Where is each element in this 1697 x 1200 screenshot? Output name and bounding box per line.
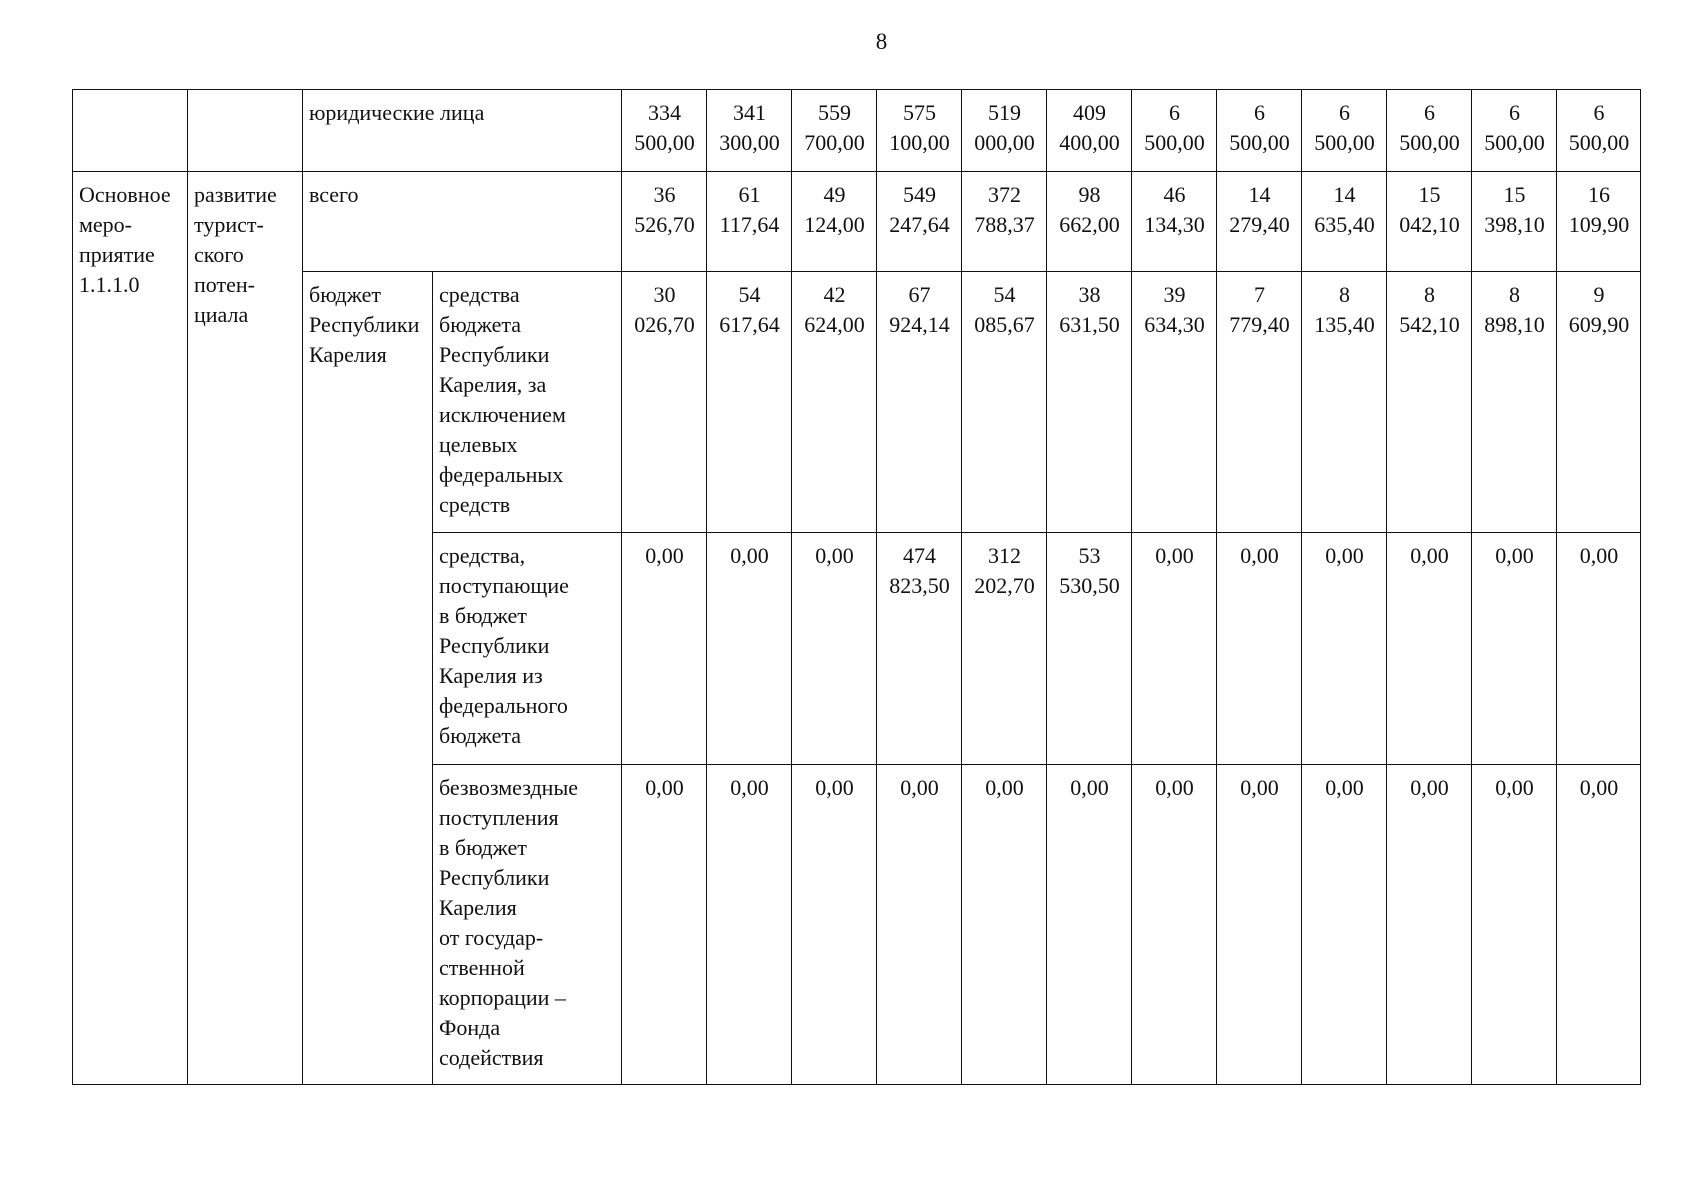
value-cell: 6 500,00 [1557, 90, 1641, 172]
value-cell: 6 500,00 [1132, 90, 1217, 172]
value-cell: 49 124,00 [792, 172, 877, 272]
value-cell: 16 109,90 [1557, 172, 1641, 272]
value-cell: 53 530,50 [1047, 533, 1132, 765]
row-label-federal-transfers: средства, поступающие в бюджет Республики Карелия из федерального бюджета [433, 533, 622, 765]
value-cell: 0,00 [622, 533, 707, 765]
value-cell: 38 631,50 [1047, 272, 1132, 533]
value-cell: 9 609,90 [1557, 272, 1641, 533]
value-cell: 0,00 [1472, 533, 1557, 765]
row-label-regional-own: средства бюджета Республики Карелия, за исключением целевых федеральных средств [433, 272, 622, 533]
value-cell: 7 779,40 [1217, 272, 1302, 533]
value-cell: 334 500,00 [622, 90, 707, 172]
value-cell: 0,00 [1387, 765, 1472, 1085]
value-cell: 0,00 [1217, 533, 1302, 765]
table-row-legal-entities [73, 90, 1641, 172]
value-cell: 519 000,00 [962, 90, 1047, 172]
value-cell: 559 700,00 [792, 90, 877, 172]
value-cell: 0,00 [707, 533, 792, 765]
value-cell: 6 500,00 [1472, 90, 1557, 172]
value-cell: 409 400,00 [1047, 90, 1132, 172]
value-cell: 14 279,40 [1217, 172, 1302, 272]
event-title-cell: развитие турист- ского потен- циала [188, 172, 303, 1085]
value-cell: 0,00 [1302, 533, 1387, 765]
value-cell: 0,00 [1217, 765, 1302, 1085]
value-cell: 46 134,30 [1132, 172, 1217, 272]
value-cell: 15 042,10 [1387, 172, 1472, 272]
empty-cell [73, 90, 188, 172]
value-cell: 0,00 [1472, 765, 1557, 1085]
value-cell: 549 247,64 [877, 172, 962, 272]
value-cell: 98 662,00 [1047, 172, 1132, 272]
value-cell: 0,00 [877, 765, 962, 1085]
value-cell: 474 823,50 [877, 533, 962, 765]
value-cell: 312 202,70 [962, 533, 1047, 765]
value-cell: 54 085,67 [962, 272, 1047, 533]
value-cell: 0,00 [792, 533, 877, 765]
value-cell: 8 898,10 [1472, 272, 1557, 533]
value-cell: 67 924,14 [877, 272, 962, 533]
value-cell: 6 500,00 [1387, 90, 1472, 172]
value-cell: 0,00 [1302, 765, 1387, 1085]
value-cell: 0,00 [1557, 533, 1641, 765]
table-row-regional-own [73, 272, 1641, 533]
value-cell: 54 617,64 [707, 272, 792, 533]
value-cell: 39 634,30 [1132, 272, 1217, 533]
value-cell: 0,00 [622, 765, 707, 1085]
value-cell: 6 500,00 [1217, 90, 1302, 172]
value-cell: 0,00 [1047, 765, 1132, 1085]
value-cell: 14 635,40 [1302, 172, 1387, 272]
event-name-cell: Основное меро- приятие 1.1.1.0 [73, 172, 188, 1085]
table-row-total [73, 172, 1641, 272]
value-cell: 0,00 [792, 765, 877, 1085]
page-number: 8 [875, 29, 888, 54]
value-cell: 15 398,10 [1472, 172, 1557, 272]
value-cell: 0,00 [1132, 765, 1217, 1085]
value-cell: 575 100,00 [877, 90, 962, 172]
budget-table [72, 89, 1641, 1085]
value-cell: 61 117,64 [707, 172, 792, 272]
value-cell: 0,00 [1387, 533, 1472, 765]
value-cell: 0,00 [707, 765, 792, 1085]
value-cell: 0,00 [962, 765, 1047, 1085]
value-cell: 372 788,37 [962, 172, 1047, 272]
value-cell: 8 135,40 [1302, 272, 1387, 533]
value-cell: 8 542,10 [1387, 272, 1472, 533]
budget-group-cell: бюджет Республики Карелия [303, 272, 433, 1085]
value-cell: 6 500,00 [1302, 90, 1387, 172]
empty-cell [188, 90, 303, 172]
value-cell: 30 026,70 [622, 272, 707, 533]
row-label-gratuitous: безвозмездные поступления в бюджет Республики Карелия от государ- ственной корпорации – Фонда содействия [433, 765, 622, 1085]
value-cell: 341 300,00 [707, 90, 792, 172]
row-label-legal-entities: юридические лица [303, 90, 622, 172]
value-cell: 0,00 [1557, 765, 1641, 1085]
value-cell: 36 526,70 [622, 172, 707, 272]
value-cell: 0,00 [1132, 533, 1217, 765]
value-cell: 42 624,00 [792, 272, 877, 533]
row-label-total: всего [303, 172, 622, 272]
